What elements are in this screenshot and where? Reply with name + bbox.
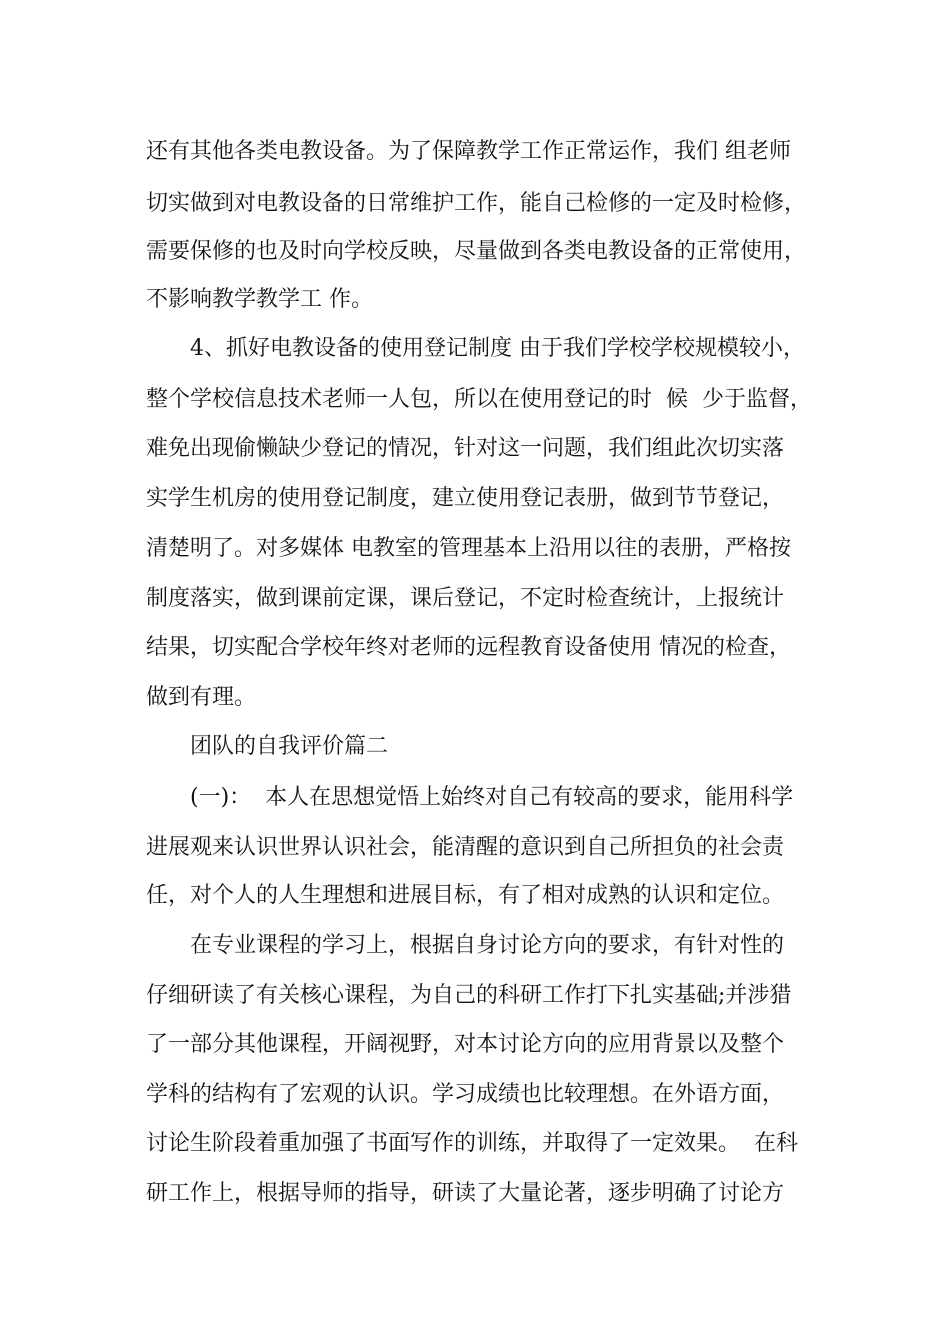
text-line: 了一部分其他课程，开阔视野，对本讨论方向的应用背景以及整个 [146, 1032, 785, 1057]
text-line: 还有其他各类电教设备。为了保障教学工作正常运作，我们 组老师 [146, 139, 791, 164]
text-line: 切实做到对电教设备的日常维护工作，能自己检修的一定及时检修， [146, 191, 807, 216]
text-line: 在专业课程的学习上，根据自身讨论方向的要求，有针对性的 [190, 933, 785, 958]
text-line: 需要保修的也及时向学校反映，尽量做到各类电教设备的正常使用， [146, 239, 807, 264]
text-line: 制度落实，做到课前定课，课后登记，不定时检查统计，上报统计 [146, 586, 785, 611]
text-line: (一)： 本人在思想觉悟上始终对自己有较高的要求，能用科学 [190, 785, 794, 810]
section-heading: 团队的自我评价篇二 [190, 734, 389, 759]
text-line: 仔细研读了有关核心课程，为自己的科研工作打下扎实基础;并涉猎 [146, 983, 792, 1008]
text-line: 做到有理。 [146, 685, 257, 710]
text-line: 4、抓好电教设备的使用登记制度 由于我们学校学校规模较小， [190, 336, 805, 361]
text-line: 讨论生阶段着重加强了书面写作的训练，并取得了一定效果。 在科 [146, 1131, 798, 1156]
text-line: 实学生机房的使用登记制度，建立使用登记表册，做到节节登记， [146, 486, 785, 511]
text-line: 不影响教学教学工 作。 [146, 287, 373, 312]
text-line: 难免出现偷懒缺少登记的情况，针对这一问题，我们组此次切实落 [146, 436, 785, 461]
text-line: 研工作上，根据导师的指导，研读了大量论著，逐步明确了讨论方 [146, 1181, 785, 1206]
text-line: 进展观来认识世界认识社会，能清醒的意识到自己所担负的社会责 [146, 835, 785, 860]
text-line: 清楚明了。对多媒体 电教室的管理基本上沿用以往的表册，严格按 [146, 536, 791, 561]
text-line: 学科的结构有了宏观的认识。学习成绩也比较理想。在外语方面， [146, 1082, 785, 1107]
text-line: 结果，切实配合学校年终对老师的远程教育设备使用 情况的检查， [146, 635, 791, 660]
text-line: 整个学校信息技术老师一人包，所以在使用登记的时 候 少于监督， [146, 387, 812, 412]
text-line: 任，对个人的人生理想和进展目标，有了相对成熟的认识和定位。 [146, 883, 785, 908]
